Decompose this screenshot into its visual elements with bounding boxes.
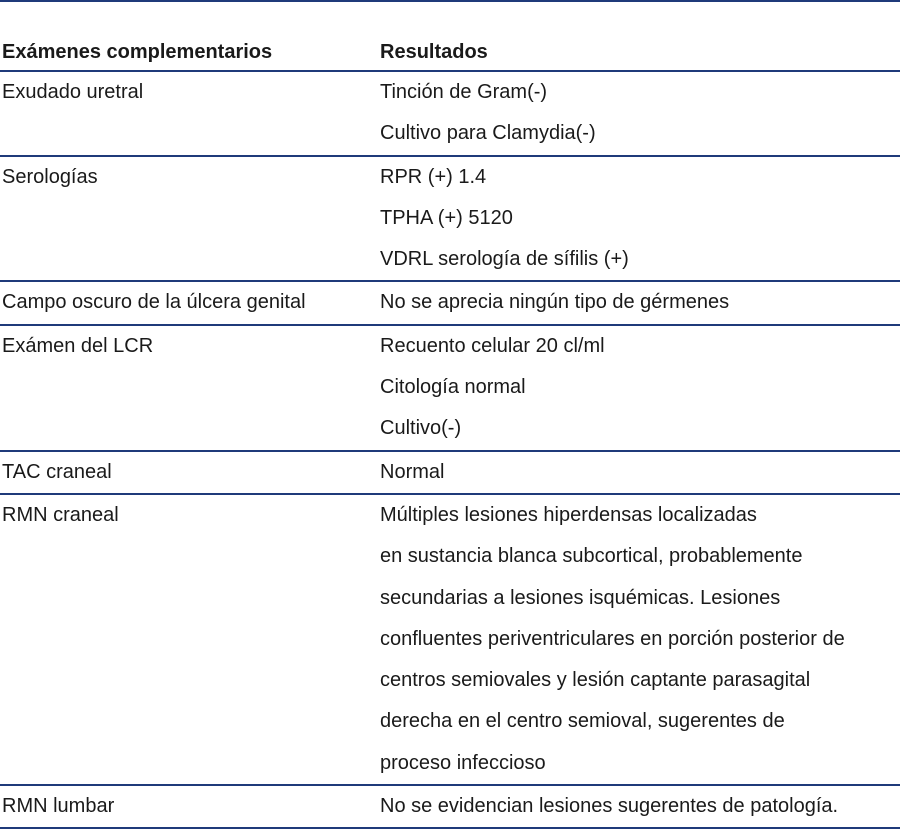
- result-line: confluentes periventriculares en porción posterior de: [380, 627, 845, 650]
- exam-name: Campo oscuro de la úlcera genital: [2, 291, 306, 314]
- result-line: VDRL serología de sífilis (+): [380, 248, 629, 271]
- table-row: [0, 786, 900, 829]
- table-row: [0, 452, 900, 495]
- result-line: TPHA (+) 5120: [380, 206, 513, 229]
- result-line: No se aprecia ningún tipo de gérmenes: [380, 291, 730, 314]
- result-line: Cultivo para Clamydia(-): [380, 122, 596, 145]
- top-rule: [0, 0, 900, 2]
- result-cell: [380, 282, 900, 323]
- result-line: Normal: [380, 460, 445, 483]
- result-cell: [380, 495, 900, 784]
- table-row: [0, 282, 900, 325]
- result-cell: [380, 786, 900, 827]
- result-line: RPR (+) 1.4: [380, 165, 487, 188]
- result-line: secundarias a lesiones isquémicas. Lesiones: [380, 586, 781, 609]
- result-cell: [380, 452, 900, 493]
- results-table: [0, 34, 900, 829]
- table-row: [0, 495, 900, 786]
- result-line: centros semiovales y lesión captante parasagital: [380, 669, 811, 692]
- result-line: Tinción de Gram(-): [380, 81, 548, 103]
- result-line: en sustancia blanca subcortical, probablemente: [380, 545, 803, 568]
- exam-name: RMN lumbar: [2, 795, 115, 818]
- result-line: No se evidencian lesiones sugerentes de patología.: [380, 795, 839, 818]
- result-line: Múltiples lesiones hiperdensas localizadas: [380, 503, 757, 526]
- result-line: proceso infeccioso: [380, 751, 546, 774]
- table-row: [0, 72, 900, 157]
- exam-name: Exámen del LCR: [2, 334, 154, 357]
- exam-name: Serologías: [2, 165, 98, 188]
- result-cell: [380, 157, 900, 281]
- exam-name: RMN craneal: [2, 503, 119, 526]
- result-cell: [380, 72, 900, 155]
- table-header: [0, 34, 900, 72]
- result-line: Cultivo(-): [380, 417, 462, 440]
- result-line: derecha en el centro semioval, sugerentes de: [380, 710, 785, 733]
- header-exams: Exámenes complementarios: [2, 40, 273, 63]
- exam-name: TAC craneal: [2, 460, 112, 483]
- exam-name: Exudado uretral: [2, 81, 144, 103]
- table-row: [0, 326, 900, 452]
- header-results: Resultados: [380, 40, 488, 63]
- result-cell: [380, 326, 900, 450]
- table-row: [0, 157, 900, 283]
- result-line: Recuento celular 20 cl/ml: [380, 334, 605, 357]
- result-line: Citología normal: [380, 376, 526, 399]
